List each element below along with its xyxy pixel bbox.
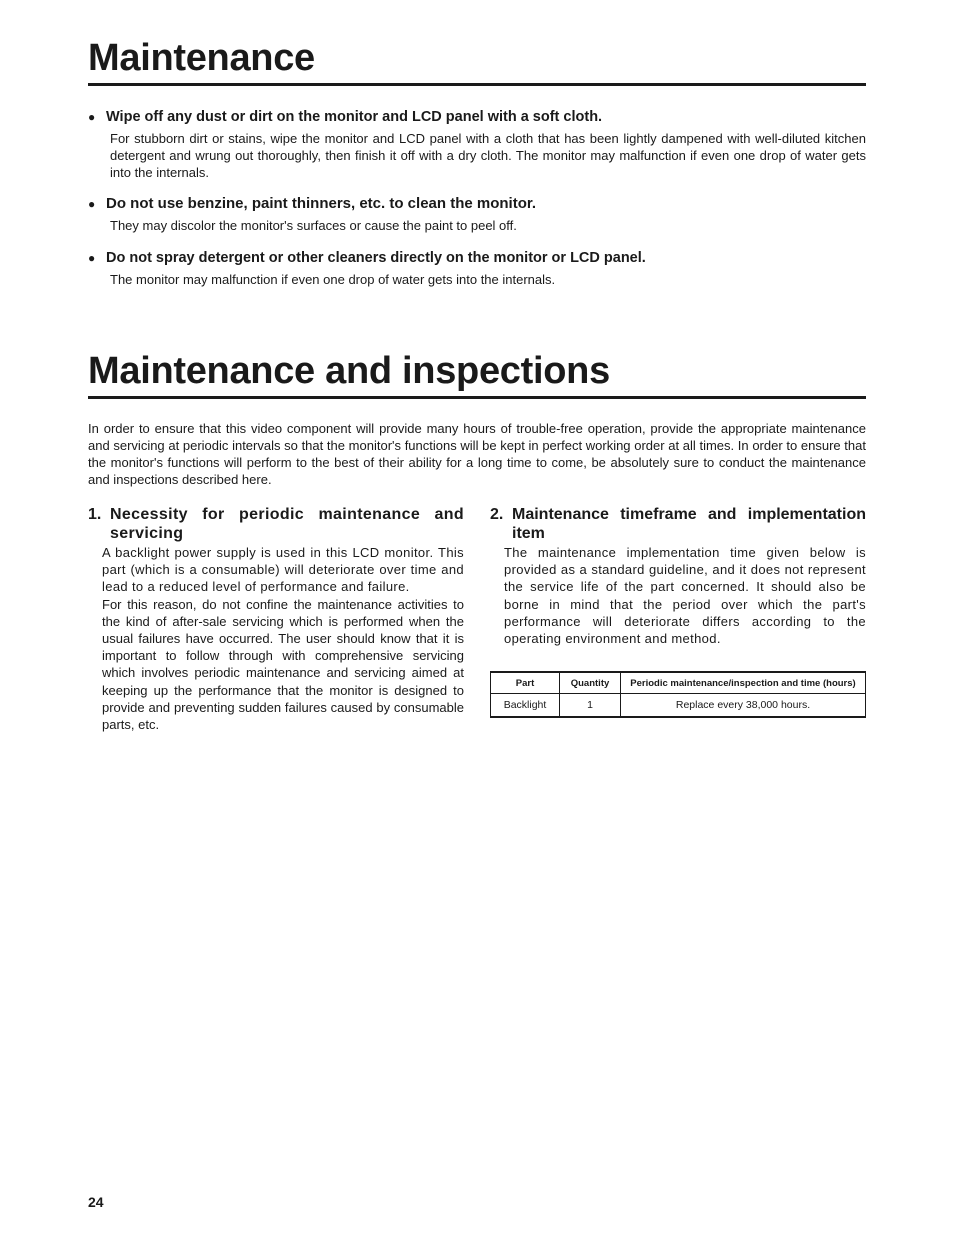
bullet-item [88,249,866,288]
maintenance-table [490,671,866,718]
bullet-heading: Wipe off any dust or dirt on the monitor and LCD panel with a soft cloth. [106,109,603,125]
section-maintenance-timeframe [490,505,866,647]
section-paragraph: The maintenance implementation time given below is provided as a standard guideline, and it does not represent the service life of the part concerned. It should also be borne in mind that the period over which the part's performance will deteriorate differs according to the operating environment and method. [504,545,866,647]
bullet-heading: Do not spray detergent or other cleaners directly on the monitor or LCD panel. [106,250,646,266]
section-title: Necessity for periodic maintenance and servicing [110,506,464,542]
bullet-heading: Do not use benzine, paint thinners, etc. to clean the monitor. [106,195,537,212]
section-number: 1. [88,506,102,523]
maintenance-bullet-list [88,108,866,287]
section-paragraph: A backlight power supply is used in this LCD monitor. This part (which is a consumable) will deteriorate over time and lead to a reduced level of performance and failure. [102,545,464,595]
table-cell: 1 [560,694,621,718]
table-cell: Backlight [491,694,560,718]
page-number: 24 [88,1194,104,1210]
column-header: Periodic maintenance/inspection and time (hours) [621,672,866,694]
bullet-item [88,195,866,234]
bullet-item [88,108,866,181]
bullet-body: They may discolor the monitor's surfaces or cause the paint to peel off. [110,218,517,233]
column-header: Part [491,672,560,694]
column-header: Quantity [560,672,621,694]
bullet-body: For stubborn dirt or stains, wipe the monitor and LCD panel with a cloth that has been lightly dampened with well-diluted kitchen detergent and wrung out thoroughly, then finish it off with a dry cloth. The monitor may malfunction if even one drop of water gets into the internals. [110,131,866,180]
table-header-row [491,672,866,694]
page-title-inspections: Maintenance and inspections [88,352,866,399]
table-cell: Replace every 38,000 hours. [621,694,866,718]
section-number: 2. [490,506,504,523]
page-title-maintenance: Maintenance [88,39,866,86]
bullet-icon: ● [88,251,96,265]
intro-paragraph: In order to ensure that this video component will provide many hours of trouble-free operation, provide the appropriate maintenance and servicing at periodic intervals so that the monitor's functions will be kept in perfect working order at all times. In order to ensure that the monitor's functions will perform to the best of their ability for a long time to come, be absolutely sure to conduct the maintenance and inspections described here. [88,421,866,487]
bullet-body: The monitor may malfunction if even one drop of water gets into the internals. [110,272,556,287]
section-title: Maintenance timeframe and implementation item [512,506,866,542]
table-row [491,694,866,718]
section-paragraph: For this reason, do not confine the maintenance activities to the kind of after-sale servicing which is performed when the usual failures have occurred. The user should know that it is important to follow through with comprehensive servicing which involves periodic maintenance and servicing aimed at keeping up the performance that the monitor is designed to provide and preventing sudden failures caused by consumable parts, etc. [102,596,464,733]
bullet-icon: ● [88,110,96,124]
bullet-icon: ● [88,197,96,211]
section-periodic-maintenance [88,505,464,733]
